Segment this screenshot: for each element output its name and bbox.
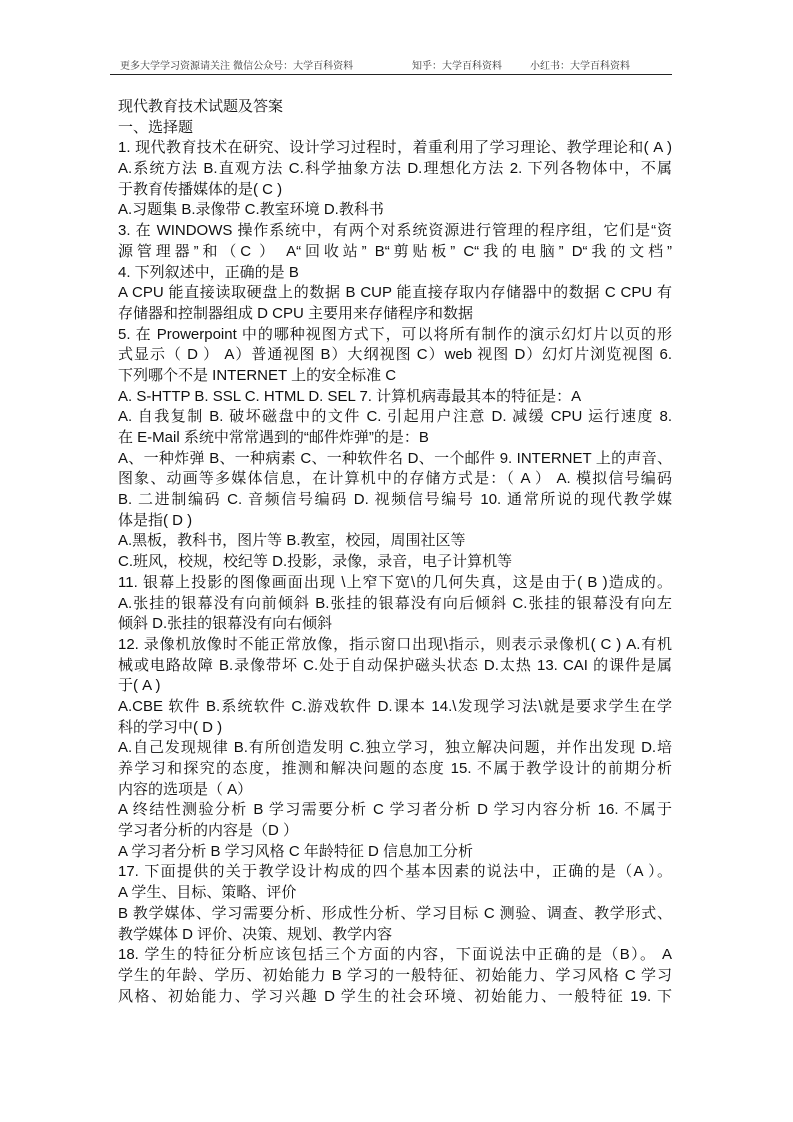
text-line: A. 自我复制 B. 破坏磁盘中的文件 C. 引起用户注意 D. 减缓 CPU 运行速度 8.	[118, 408, 672, 426]
text-line: C.班风，校规，校纪等 D.投影，录像，录音，电子计算机等	[118, 553, 513, 571]
text-line: A 学生、目标、策略、评价	[118, 884, 297, 902]
text-line: 源管理器”和（C ） A“回收站” B“剪贴板” C“我的电脑” D“我的文档”	[118, 242, 672, 260]
header-xiaohongshu: 小红书：大学百科资料	[530, 61, 630, 72]
text-line: 12. 录像机放像时不能正常放像，指示窗口出现\指示，则表示录像机( C ) A.有机	[118, 635, 672, 653]
text-line: A.自己发现规律 B.有所创造发明 C.独立学习，独立解决问题，并作出发现 D.培	[118, 739, 672, 757]
text-line: 图象、动画等多媒体信息，在计算机中的存储方式是：（ A ） A. 模拟信号编码	[118, 470, 672, 488]
text-line: A.习题集 B.录像带 C.教室环境 D.教科书	[118, 201, 384, 219]
text-line: 械或电路故障 B.录像带坏 C.处于自动保护磁头状态 D.太热 13. CAI 的课件是属	[118, 656, 672, 674]
text-line: 11. 银幕上投影的图像画面出现 \上窄下宽\的几何失真，这是由于( B )造成的。	[118, 573, 672, 591]
text-line: 4. 下列叙述中，正确的是 B	[118, 263, 299, 281]
text-line: A 学习者分析 B 学习风格 C 年龄特征 D 信息加工分析	[118, 842, 474, 860]
text-line: B. 二进制编码 C. 音频信号编码 D. 视频信号编号 10. 通常所说的现代教学媒	[118, 491, 672, 509]
text-line: A.CBE 软件 B.系统软件 C.游戏软件 D.课本 14.\发现学习法\就是要求学生在学	[118, 697, 672, 715]
text-line: 于( A )	[118, 677, 161, 695]
header-wechat: 更多大学学习资源请关注 微信公众号：大学百科资料	[120, 61, 354, 72]
text-line: 存储器和控制器组成 D CPU 主要用来存储程序和数据	[118, 304, 474, 322]
text-line: 风格、初始能力、学习兴趣 D 学生的社会环境、初始能力、一般特征 19. 下	[118, 987, 672, 1005]
text-line: 教学媒体 D 评价、决策、规划、教学内容	[118, 925, 393, 943]
text-line: B 教学媒体、学习需要分析、形成性分析、学习目标 C 测验、调查、教学形式、	[118, 904, 672, 922]
text-line: A. S-HTTP B. SSL C. HTML D. SEL 7. 计算机病毒最其本的特征是：A	[118, 387, 582, 405]
section-heading: 一、选择题	[118, 118, 194, 136]
header-zhihu: 知乎：大学百科资料	[412, 61, 502, 72]
text-line: 18. 学生的特征分析应该包括三个方面的内容，下面说法中正确的是（B）。 A	[118, 946, 672, 964]
text-line: 养学习和探究的态度，推测和解决问题的态度 15. 不属于教学设计的前期分析	[118, 760, 672, 777]
text-line: 体是指( D )	[118, 511, 193, 529]
text-line: 3. 在 WINDOWS 操作系统中，有两个对系统资源进行管理的程序组，它们是“资	[118, 222, 672, 240]
text-line: 5. 在 Prowerpoint 中的哪种视图方式下，可以将所有制作的演示幻灯片以页的形	[118, 325, 672, 343]
text-line: 1. 现代教育技术在研究、设计学习过程时，着重利用了学习理论、教学理论和( A )	[118, 139, 672, 157]
document-title: 现代教育技术试题及答案	[118, 98, 284, 115]
text-line: A CPU 能直接读取硬盘上的数据 B CUP 能直接存取内存储器中的数据 C CPU 有	[118, 284, 672, 302]
text-line: A.系统方法 B.直观方法 C.科学抽象方法 D.理想化方法 2. 下列各物体中，不属	[118, 160, 672, 178]
text-line: 倾斜 D.张挂的银幕没有向右倾斜	[118, 615, 333, 633]
text-line: 内容的选项是（ A）	[118, 780, 253, 798]
text-line: 下列哪个不是 INTERNET 上的安全标准 C	[118, 366, 397, 384]
text-line: 学生的年龄、学历、初始能力 B 学习的一般特征、初始能力、学习风格 C 学习	[118, 966, 672, 984]
text-line: A、一种炸弹 B、一种病素 C、一种软件名 D、一个邮件 9. INTERNET 上的声音、	[118, 449, 672, 467]
text-line: A.黑板，教科书，图片等 B.教室，校园，周围社区等	[118, 532, 466, 550]
text-line: 在 E-Mail 系统中常常遇到的“邮件炸弹”的是：B	[118, 429, 429, 446]
text-line: 于教育传播媒体的是( C )	[118, 180, 283, 198]
text-line: 17. 下面提供的关于教学设计构成的四个基本因素的说法中，正确的是（A ）。	[118, 863, 672, 881]
document-body	[118, 97, 672, 1007]
text-line: 科的学习中( D )	[118, 718, 223, 736]
page-header	[110, 54, 672, 75]
text-line: A.张挂的银幕没有向前倾斜 B.张挂的银幕没有向后倾斜 C.张挂的银幕没有向左	[118, 594, 672, 612]
text-line: A 终结性测验分析 B 学习需要分析 C 学习者分析 D 学习内容分析 16. 不属于	[118, 801, 672, 819]
text-line: 式显示（ D ） A）普通视图 B）大纲视图 C）web 视图 D）幻灯片浏览视图 6.	[118, 346, 672, 364]
text-line: 学习者分析的内容是（D ）	[118, 822, 299, 840]
